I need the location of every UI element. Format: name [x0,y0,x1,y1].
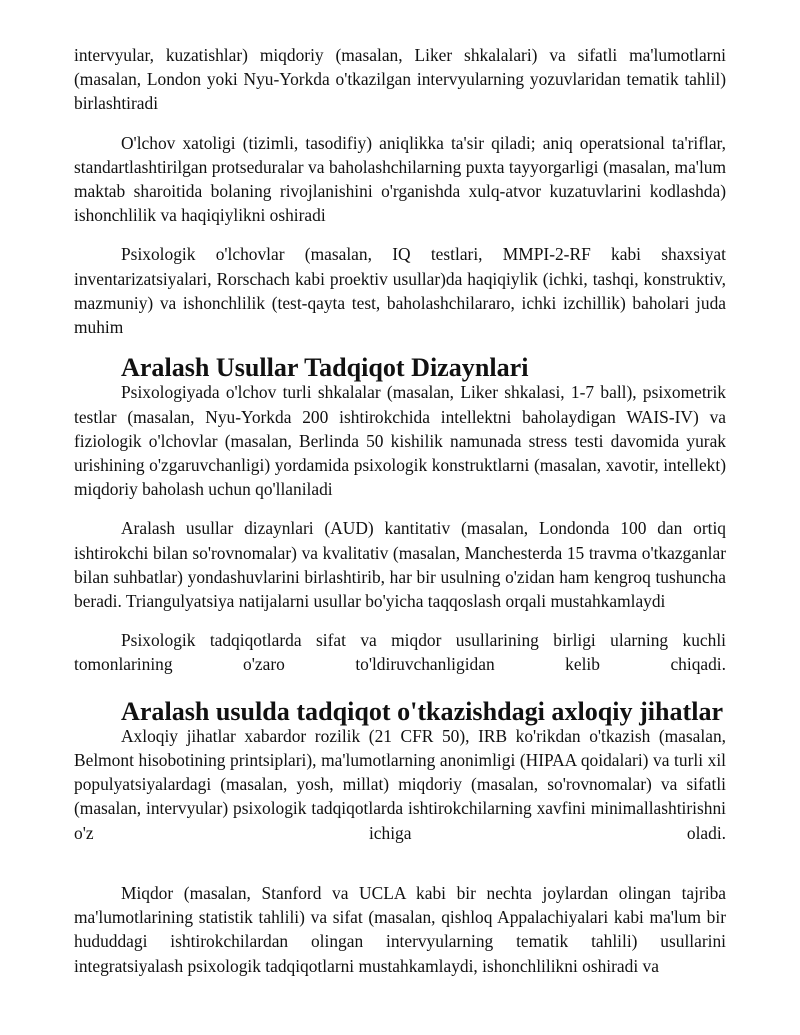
paragraph-intro-continuation: intervyular, kuzatishlar) miqdoriy (masalan, Liker shkalalari) va sifatli ma'lumotlarni (masalan, London yoki Nyu-Yorkda o'tkazilgan intervyularning yozuvlaridan tematik tahlil) birlashtiradi [74,45,726,114]
paragraph-measurement-scales: Psixologiyada o'lchov turli shkalalar (masalan, Liker shkalasi, 1-7 ball), psixometrik testlar (masalan, Nyu-Yorkda 200 ishtirokchida intellektni baholaydigan WAIS-IV) va fiziologik o'lchovlar (masalan, Berlinda 50 kishilik namunada stress testi davomida yurak urishining o'zgaruvchanligi) yordamida psixologik konstruktlarni (masalan, xavotir, intellekt) miqdoriy baholash uchun qo'llaniladi [74,382,726,500]
paragraph-spacer [74,845,726,881]
document-page [74,43,726,978]
paragraph-ethical-aspects: Axloqiy jihatlar xabardor rozilik (21 CFR 50), IRB ko'rikdan o'tkazish (masalan, Belmont hisobotining printsiplari), ma'lumotlarning anonimligi (HIPAA qoidalari) va turli xil populyatsiyalardagi (masalan, yosh, millat) miqdoriy (masalan, so'rovnomalar) va sifatli (masalan, intervyular) psixologik tadqiqotlarda ishtirokchilarning xavfini minimallashtirishni o'z ichiga oladi. [74,725,726,843]
paragraph-psychological-measures: Psixologik o'lchovlar (masalan, IQ testlari, MMPI-2-RF kabi shaxsiyat inventarizatsiyalari, Rorschach kabi proektiv usullar)da haqiqiylik (ichki, tashqi, konstruktiv, mazmuniy) va ishonchlilik (test-qayta test, baholashchilararo, ichki izchillik) baholari juda muhim [74,244,726,338]
paragraph-mixed-methods-designs: Aralash usullar dizaynlari (AUD) kantitativ (masalan, Londonda 100 dan ortiq ishtirokchi bilan so'rovnomalar) va kvalitativ (masalan, Manchesterda 15 travma o'tkazganlar bilan suhbatlar) yondashuvlarini birlashtirib, har bir usulning o'zidan ham kengroq tushuncha beradi. Triangulyatsiya natijalarni usullar bo'yicha taqqoslash orqali mustahkamlaydi [74,518,726,612]
section-heading-ethics: Aralash usulda tadqiqot o'tkazishdagi axloqiy jihatlar [121,696,724,726]
section-heading-mixed-methods: Aralash Usullar Tadqiqot Dizaynlari [121,353,529,383]
paragraph-unity-of-methods: Psixologik tadqiqotlarda sifat va miqdor usullarining birligi ularning kuchli tomonlarining o'zaro to'ldiruvchanligidan kelib chiqadi. [74,630,726,675]
paragraph-spacer [74,227,726,242]
paragraph-integration: Miqdor (masalan, Stanford va UCLA kabi bir nechta joylardan olingan tajriba ma'lumotlarining statistik tahlili) va sifat (masalan, qishloq Appalachiyalari kabi ma'lum bir hududdagi ishtirokchilardan olingan intervyularning tematik tahlili) usullarini integratsiyalash psixologik tadqiqotlarni mustahkamlaydi, ishonchlilikni oshiradi va [74,882,726,976]
paragraph-spacer [74,613,726,628]
paragraph-spacer [74,501,726,516]
paragraph-measurement-error: O'lchov xatoligi (tizimli, tasodifiy) aniqlikka ta'sir qiladi; aniq operatsional ta'riflar, standartlashtirilgan protseduralar va baholashchilarning puxta tayyorgarligi (masalan, ma'lum maktab sharoitida bolaning rivojlanishini o'rganishda xulq-atvor kuzatuvlarini kodlashda) ishonchlilik va haqiqiylikni oshiradi [74,132,726,226]
paragraph-spacer [74,116,726,131]
